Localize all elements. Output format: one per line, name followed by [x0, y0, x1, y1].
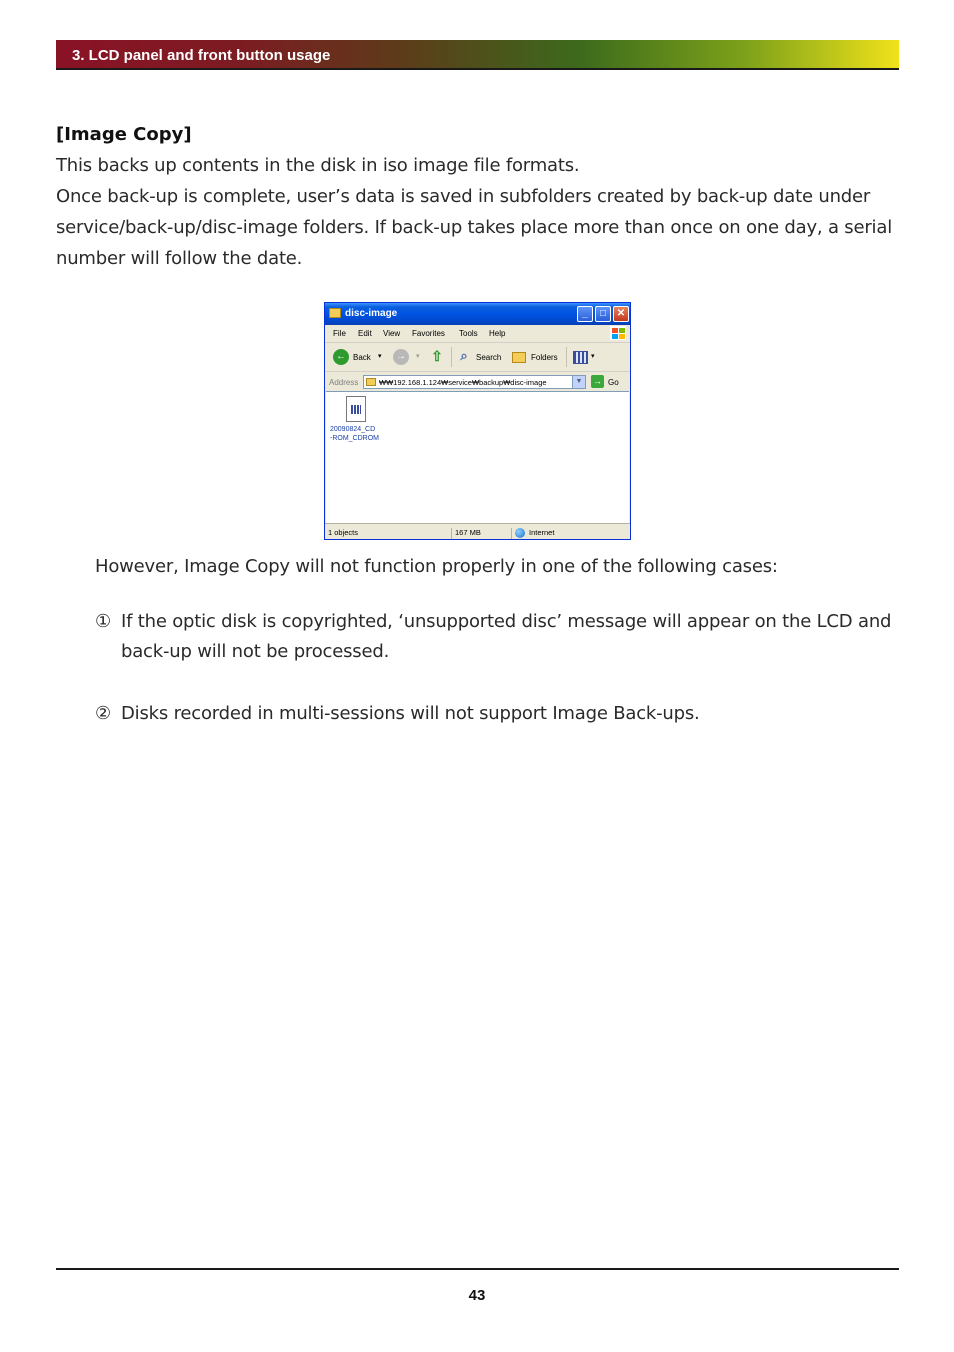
- page-number: 43: [468, 1287, 486, 1304]
- views-icon[interactable]: [573, 351, 588, 364]
- status-bar: [325, 523, 630, 540]
- folder-icon: [329, 308, 341, 318]
- paragraph: This backs up contents in the disk in iso image file formats.: [56, 155, 580, 176]
- file-name-line: -ROM_CDROM: [330, 435, 379, 442]
- forward-arrow-icon[interactable]: →: [393, 349, 409, 365]
- folders-label[interactable]: Folders: [531, 353, 558, 362]
- note-marker: ①: [95, 611, 111, 632]
- section-banner: [56, 40, 899, 70]
- menu-help[interactable]: Help: [489, 329, 506, 338]
- folder-icon: [366, 378, 376, 386]
- menu-edit[interactable]: Edit: [358, 329, 372, 338]
- back-label[interactable]: Back: [353, 353, 371, 362]
- minimize-button[interactable]: _: [577, 306, 593, 322]
- forward-dropdown-icon[interactable]: ▾: [416, 353, 420, 360]
- internet-globe-icon: [515, 528, 525, 538]
- folders-icon[interactable]: [512, 352, 526, 363]
- maximize-button[interactable]: □: [595, 306, 611, 322]
- toolbar: [325, 343, 630, 372]
- file-list: [326, 391, 629, 524]
- address-input[interactable]: [363, 375, 586, 389]
- close-button[interactable]: ✕: [613, 306, 629, 322]
- views-dropdown-icon[interactable]: ▾: [591, 353, 595, 360]
- paragraph: Once back-up is complete, user’s data is saved in subfolders created by back-up date under service/back-up/disc-image folders. If back-up takes place more than once on one day, a serial number will follow the date.: [56, 186, 892, 269]
- status-divider: [451, 528, 452, 540]
- status-zone: Internet: [529, 528, 555, 537]
- address-value: ₩₩192.168.1.124₩service₩backup₩disc-image: [379, 378, 547, 387]
- section-label: 3. LCD panel and front button usage: [72, 47, 331, 64]
- search-icon[interactable]: ⌕: [460, 348, 468, 363]
- status-objects: 1 objects: [328, 528, 359, 537]
- window-titlebar: [325, 303, 630, 325]
- menu-file[interactable]: File: [333, 329, 346, 338]
- note-text: If the optic disk is copyrighted, ‘unsupported disc’ message will appear on the LCD and back-up will not be processed.: [121, 611, 892, 662]
- explorer-window: [324, 302, 631, 540]
- file-name-line: 20090824_CD: [330, 426, 376, 433]
- go-arrow-icon[interactable]: →: [593, 376, 602, 386]
- note-item-1: [95, 607, 895, 667]
- up-folder-icon[interactable]: ⇧: [431, 348, 443, 364]
- section-title: [Image Copy]: [56, 124, 192, 145]
- note-text: Disks recorded in multi-sessions will not support Image Back-ups.: [121, 703, 700, 724]
- address-bar: [325, 372, 630, 391]
- back-dropdown-icon[interactable]: ▾: [378, 353, 382, 360]
- menu-bar: [325, 325, 630, 343]
- address-label: Address: [329, 378, 359, 387]
- address-dropdown-icon[interactable]: ▼: [572, 376, 585, 388]
- windows-logo-icon: [610, 326, 626, 340]
- note-item-2: [95, 699, 895, 729]
- back-arrow-icon[interactable]: ←: [333, 349, 349, 365]
- toolbar-divider: [451, 347, 452, 367]
- iso-file-icon[interactable]: [346, 396, 366, 422]
- window-title: disc-image: [345, 308, 398, 319]
- search-label[interactable]: Search: [476, 353, 502, 362]
- body-text: [56, 150, 906, 274]
- menu-view[interactable]: View: [383, 329, 401, 338]
- note-marker: ②: [95, 703, 111, 724]
- notes-intro: However, Image Copy will not function properly in one of the following cases:: [95, 556, 778, 577]
- go-button[interactable]: Go: [608, 378, 619, 387]
- file-name[interactable]: [330, 425, 390, 443]
- menu-favorites[interactable]: Favorites: [412, 329, 445, 338]
- footer-divider: [56, 1268, 899, 1270]
- status-divider: [511, 528, 512, 540]
- status-size: 167 MB: [455, 528, 481, 537]
- menu-tools[interactable]: Tools: [459, 329, 478, 338]
- toolbar-divider: [566, 347, 567, 367]
